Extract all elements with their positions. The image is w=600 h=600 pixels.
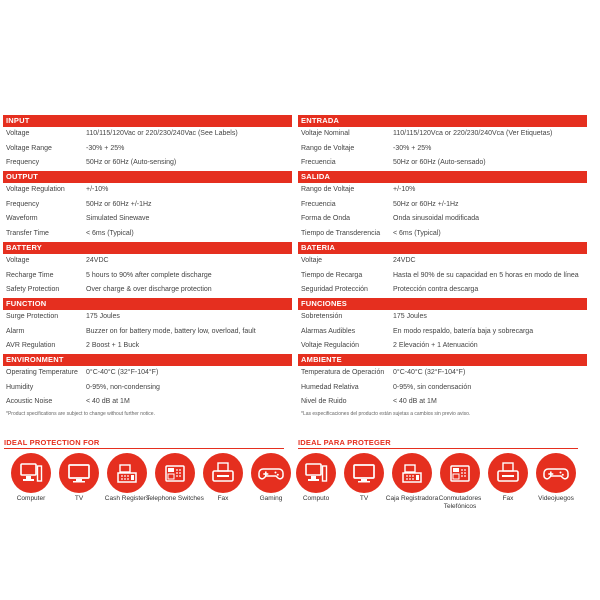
spec-key: Frequency: [6, 200, 40, 208]
spec-row: [3, 395, 292, 410]
spec-value: +/-10%: [393, 186, 416, 194]
tv-icon: [59, 453, 99, 493]
section-header: ENVIRONMENT: [3, 354, 292, 366]
spec-value: -30% + 25%: [86, 144, 125, 152]
spec-value: Onda sinusoidal modificada: [393, 215, 479, 223]
section-funciones: [298, 298, 587, 354]
spec-key: Safety Protection: [6, 286, 60, 294]
section-header: FUNCIONES: [298, 298, 587, 310]
device-label: Telephone Switches: [146, 495, 204, 502]
spec-key: Transfer Time: [6, 230, 49, 238]
spec-row: [3, 212, 292, 227]
device-label: TV: [359, 495, 369, 502]
gamepad-icon: [536, 453, 576, 493]
spec-key: Temperatura de Operación: [301, 368, 385, 376]
spec-row: [3, 339, 292, 354]
section-environment: [3, 354, 292, 410]
spec-key: Frecuencia: [301, 200, 336, 208]
spec-key: Tiempo de Transderencia: [301, 230, 381, 238]
computer-icon: [296, 453, 336, 493]
device-label: Caja Registradora: [385, 495, 439, 502]
ideal-title: IDEAL PARA PROTEGER: [298, 438, 391, 447]
device-label: Cash Registers: [104, 495, 150, 502]
spec-value: < 40 dB at 1M: [86, 398, 130, 406]
spec-key: AVR Regulation: [6, 342, 56, 350]
spec-row: [298, 339, 587, 354]
fax-icon: [488, 453, 528, 493]
spec-key: Voltaje Regulación: [301, 342, 359, 350]
spec-row: [3, 227, 292, 242]
spec-value: 50Hz or 60Hz +/-1Hz: [86, 200, 152, 208]
footnote: *Product specifications are subject to change without further notice.: [6, 411, 155, 417]
spec-key: Forma de Onda: [301, 215, 351, 223]
device-gaming: [526, 453, 586, 510]
spec-row: [298, 366, 587, 381]
spec-key: Recharge Time: [6, 271, 54, 279]
spec-row: [298, 127, 587, 142]
spec-row: [298, 395, 587, 410]
section-header: FUNCTION: [3, 298, 292, 310]
spec-value: 2 Elevación + 1 Atenuación: [393, 342, 478, 350]
device-label: Conmutadores Telefónicos: [438, 495, 482, 510]
spec-key: Alarm: [6, 327, 25, 335]
spec-key: Voltage Regulation: [6, 186, 65, 194]
spec-row: [298, 198, 587, 213]
spec-row: [3, 283, 292, 298]
tv-icon: [344, 453, 384, 493]
spec-value: 175 Joules: [86, 312, 120, 320]
divider: [298, 448, 578, 449]
spec-row: [3, 142, 292, 157]
spec-row: [298, 381, 587, 396]
device-label: Videojuegos: [538, 495, 574, 502]
spec-value: 5 hours to 90% after complete discharge: [86, 271, 212, 279]
footnote: *Las especificaciones del producto están sujetas a cambios sin previo aviso.: [301, 411, 471, 417]
spec-value: 50Hz or 60Hz (Auto-sensado): [393, 159, 486, 167]
spec-value: Protección contra descarga: [393, 286, 479, 294]
ideal-icons-spanish: [286, 453, 586, 510]
device-label: Fax: [217, 495, 229, 502]
spec-value: 175 Joules: [393, 312, 427, 320]
spec-key: Voltaje: [301, 256, 323, 264]
spec-key: Rango de Voltaje: [301, 186, 355, 194]
spec-row: [3, 269, 292, 284]
spec-value: 0-95%, non-condensing: [86, 383, 160, 391]
spec-value: < 6ms (Typical): [86, 230, 134, 238]
spec-key: Sobretensión: [301, 312, 343, 320]
device-label: Gaming: [259, 495, 283, 502]
section-input: [3, 115, 292, 171]
device-label: Fax: [502, 495, 514, 502]
section-bateria: [298, 242, 587, 298]
section-ambiente: [298, 354, 587, 410]
spec-value: 110/115/120Vac or 220/230/240Vac (See Labels): [86, 130, 238, 137]
section-header: BATERIA: [298, 242, 587, 254]
spec-value: Over charge & over discharge protection: [86, 286, 212, 294]
spec-key: Waveform: [6, 215, 38, 223]
spec-value: En modo respaldo, batería baja y sobrecarga: [393, 327, 534, 335]
fax-icon: [203, 453, 243, 493]
section-entrada: [298, 115, 587, 171]
spec-key: Voltage: [6, 256, 30, 264]
device-label: Computer: [16, 495, 46, 502]
spec-row: [3, 381, 292, 396]
spec-value: 24VDC: [393, 256, 416, 264]
spec-row: [298, 156, 587, 171]
cash-register-icon: [392, 453, 432, 493]
section-function: [3, 298, 292, 354]
spec-value: 110/115/120Vca or 220/230/240Vca (Ver Etiquetas): [393, 130, 553, 137]
section-battery: [3, 242, 292, 298]
spec-key: Frequency: [6, 159, 40, 167]
spec-row: [298, 269, 587, 284]
computer-icon: [11, 453, 51, 493]
ideal-protection-heading-spanish: [298, 438, 578, 449]
spec-value: 24VDC: [86, 256, 109, 264]
spec-key: Acoustic Noise: [6, 398, 53, 406]
spec-row: [3, 254, 292, 269]
spec-value: Buzzer on for battery mode, battery low, overload, fault: [86, 327, 256, 335]
spec-row: [298, 183, 587, 198]
section-header: INPUT: [3, 115, 292, 127]
telephone-switch-icon: [155, 453, 195, 493]
spec-key: Alarmas Audibles: [301, 327, 356, 335]
spec-key: Nivel de Ruido: [301, 398, 347, 406]
spec-row: [298, 227, 587, 242]
section-header: SALIDA: [298, 171, 587, 183]
spec-value: 50Hz or 60Hz (Auto-sensing): [86, 159, 177, 167]
ideal-icons-english: [1, 453, 301, 503]
spec-row: [298, 254, 587, 269]
spec-value: < 6ms (Typical): [393, 230, 441, 238]
spec-row: [298, 310, 587, 325]
spec-key: Rango de Voltaje: [301, 144, 355, 152]
section-header: BATTERY: [3, 242, 292, 254]
section-header: AMBIENTE: [298, 354, 587, 366]
spec-key: Operating Temperature: [6, 368, 78, 376]
spec-key: Humedad Relativa: [301, 383, 359, 391]
spec-row: [3, 366, 292, 381]
spec-column-english: [3, 115, 292, 417]
section-header: ENTRADA: [298, 115, 587, 127]
spec-value: Simulated Sinewave: [86, 215, 150, 223]
spec-value: +/-10%: [86, 186, 109, 194]
spec-key: Surge Protection: [6, 312, 59, 320]
ideal-title: IDEAL PROTECTION FOR: [4, 438, 100, 447]
spec-value: 0°C-40°C (32°F-104°F): [86, 368, 159, 376]
spec-value: 2 Boost + 1 Buck: [86, 342, 140, 350]
divider: [4, 448, 284, 449]
ideal-protection-heading-english: [4, 438, 284, 449]
spec-key: Seguridad Protección: [301, 286, 368, 294]
section-header: OUTPUT: [3, 171, 292, 183]
telephone-switch-icon: [440, 453, 480, 493]
spec-key: Voltage: [6, 130, 30, 137]
spec-value: 0-95%, sin condensación: [393, 383, 472, 391]
spec-row: [298, 212, 587, 227]
device-label: TV: [74, 495, 84, 502]
spec-row: [3, 325, 292, 340]
spec-value: 50Hz or 60Hz +/-1Hz: [393, 200, 459, 208]
spec-row: [3, 156, 292, 171]
spec-row: [298, 325, 587, 340]
spec-column-spanish: [298, 115, 587, 417]
gamepad-icon: [251, 453, 291, 493]
spec-key: Voltaje Nominal: [301, 130, 350, 137]
cash-register-icon: [107, 453, 147, 493]
spec-row: [3, 127, 292, 142]
spec-value: < 40 dB at 1M: [393, 398, 437, 406]
spec-key: Voltage Range: [6, 144, 52, 152]
spec-value: -30% + 25%: [393, 144, 432, 152]
spec-row: [298, 142, 587, 157]
section-salida: [298, 171, 587, 242]
spec-row: [3, 183, 292, 198]
spec-row: [3, 198, 292, 213]
spec-value: Hasta el 90% de su capacidad en 5 horas en modo de línea: [393, 271, 579, 279]
spec-key: Frecuencia: [301, 159, 336, 167]
spec-key: Humidity: [6, 383, 34, 391]
spec-value: 0°C-40°C (32°F-104°F): [393, 368, 466, 376]
spec-row: [298, 283, 587, 298]
section-output: [3, 171, 292, 242]
device-label: Computo: [302, 495, 330, 502]
spec-key: Tiempo de Recarga: [301, 271, 363, 279]
spec-row: [3, 310, 292, 325]
